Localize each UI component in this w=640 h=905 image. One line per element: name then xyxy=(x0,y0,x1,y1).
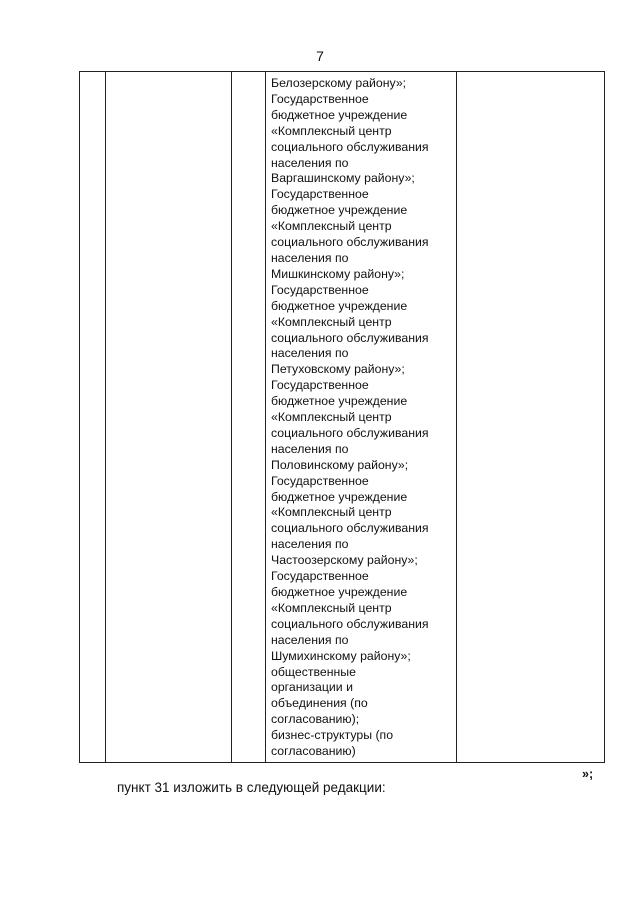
closing-quote: »; xyxy=(582,767,594,781)
cell-line: бюджетное учреждение xyxy=(271,394,408,409)
cell-line: «Комплексный центр xyxy=(271,123,392,138)
cell-line: Государственное xyxy=(271,282,369,297)
cell-line: бюджетное учреждение xyxy=(271,107,408,122)
cell-line: Белозерскому району»; xyxy=(271,76,407,90)
cell-line: объединения (по xyxy=(271,696,368,711)
cell-line: бюджетное учреждение xyxy=(271,298,408,313)
document-table xyxy=(79,71,605,763)
cell-line: Шумихинскому району»; xyxy=(271,648,411,663)
cell-line: организации и xyxy=(271,680,353,695)
cell-line: социального обслуживания xyxy=(271,425,429,440)
column-divider-4 xyxy=(456,72,457,762)
cell-line: населения по xyxy=(271,155,349,170)
column-divider-1 xyxy=(105,72,106,762)
cell-line: Варгашинскому району»; xyxy=(271,171,415,186)
cell-line: социального обслуживания xyxy=(271,521,429,536)
cell-line: Государственное xyxy=(271,91,369,106)
cell-line: социального обслуживания xyxy=(271,235,429,250)
cell-line: общественные xyxy=(271,664,356,679)
cell-line: согласованию) xyxy=(271,744,356,759)
page-number: 7 xyxy=(316,48,324,64)
cell-line: «Комплексный центр xyxy=(271,314,392,329)
cell-line: бюджетное учреждение xyxy=(271,203,408,218)
responsible-parties-cell xyxy=(271,76,453,760)
cell-line: социального обслуживания xyxy=(271,616,429,631)
cell-line: Половинскому району»; xyxy=(271,457,409,472)
cell-line: населения по xyxy=(271,441,349,456)
cell-line: Петуховскому району»; xyxy=(271,362,405,377)
cell-line: Государственное xyxy=(271,187,369,202)
cell-line: «Комплексный центр xyxy=(271,505,392,520)
cell-line: населения по xyxy=(271,537,349,552)
cell-line: бизнес-структуры (по xyxy=(271,728,394,743)
cell-line: согласованию); xyxy=(271,712,360,727)
cell-line: Государственное xyxy=(271,378,369,393)
cell-line: населения по xyxy=(271,632,349,647)
cell-line: Частоозерскому району»; xyxy=(271,553,418,568)
cell-line: бюджетное учреждение xyxy=(271,489,408,504)
cell-line: «Комплексный центр xyxy=(271,600,392,615)
column-divider-3 xyxy=(265,72,266,762)
cell-line: социального обслуживания xyxy=(271,139,429,154)
cell-line: Государственное xyxy=(271,569,369,584)
cell-line: «Комплексный центр xyxy=(271,410,392,425)
cell-line: населения по xyxy=(271,346,349,361)
column-divider-2 xyxy=(231,72,232,762)
cell-line: «Комплексный центр xyxy=(271,219,392,234)
cell-line: социального обслуживания xyxy=(271,330,429,345)
cell-line: Мишкинскому району»; xyxy=(271,266,405,281)
cell-line: Государственное xyxy=(271,473,369,488)
cell-line: населения по xyxy=(271,250,349,265)
instruction-text: пункт 31 изложить в следующей редакции: xyxy=(117,780,386,795)
cell-line: бюджетное учреждение xyxy=(271,585,408,599)
